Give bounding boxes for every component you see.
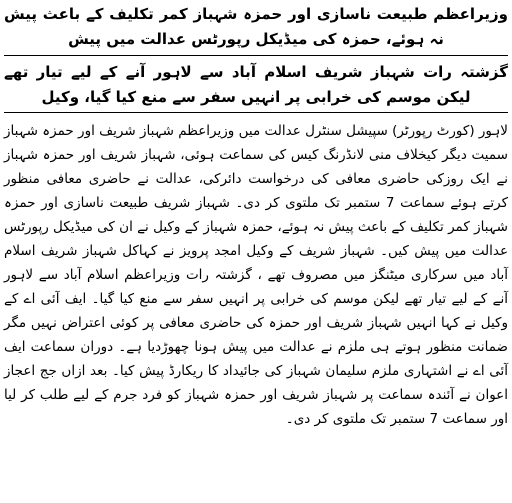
subheadline-box (4, 55, 508, 113)
article-body: لاہور (کورٹ رپورٹر) سپیشل سنٹرل عدالت میں وزیراعظم شہباز شریف اور حمزہ شہباز سمیت دیگر کیخلاف منی لانڈرنگ کیس کی سماعت ہوئی، شہباز شریف اور حمزہ شہباز نے ایک روزکی حاضری معافی کی درخواست دائرکی، عدالت نے حاضری معافی منظور کرتے ہوئے سماعت 7 ستمبر تک ملتوی کر دی۔ شہباز شریف طبیعت ناسازی اور حمزہ شہباز کمر تکلیف کے باعث پیش نہ ہوئے، حمزہ شہباز کے وکیل نے ان کی میڈیکل رپورٹس عدالت میں پیش کیں۔ شہباز شریف کے وکیل امجد پرویز نے کہاکل شہباز شریف اسلام آباد میں سرکاری میٹنگز میں مصروف تھے ، گزشتہ رات وزیراعظم اسلام آباد سے لاہور آنے کے لیے تیار تھے لیکن موسم کی خرابی پر انہیں سفر سے منع کیا گیا۔ ایف آئی اے کے وکیل نے کہا انہیں شہباز شریف اور حمزہ کی حاضری معافی پر کوئی اعتراض نہیں مگر ضمانت منظور ہوتے ہی ملزم نے عدالت میں پیش ہونا چھوڑدیا ہے۔ دوران سماعت ایف آئی اے نے اشتہاری ملزم سلیمان شہباز کی جائیداد کا ریکارڈ پیش کیا۔ بعد ازاں جج اعجاز اعوان نے آئندہ سماعت پر شہباز شریف اور حمزہ شہباز کو فرد جرم کے لیے طلب کر لیا اور سماعت 7 ستمبر تک ملتوی کر دی۔ (4, 123, 508, 427)
article-headline: وزیراعظم طبیعت ناسازی اور حمزہ شہباز کمر تکلیف کے باعث پیش نہ ہوئے، حمزہ کی میڈیکل رپورٹس عدالت میں پیش (4, 5, 508, 48)
article-subheadline: گزشتہ رات شہباز شریف اسلام آباد سے لاہور آنے کے لیے تیار تھے لیکن موسم کی خرابی پر انہیں سفر سے منع کیا گیا، وکیل (4, 63, 508, 106)
